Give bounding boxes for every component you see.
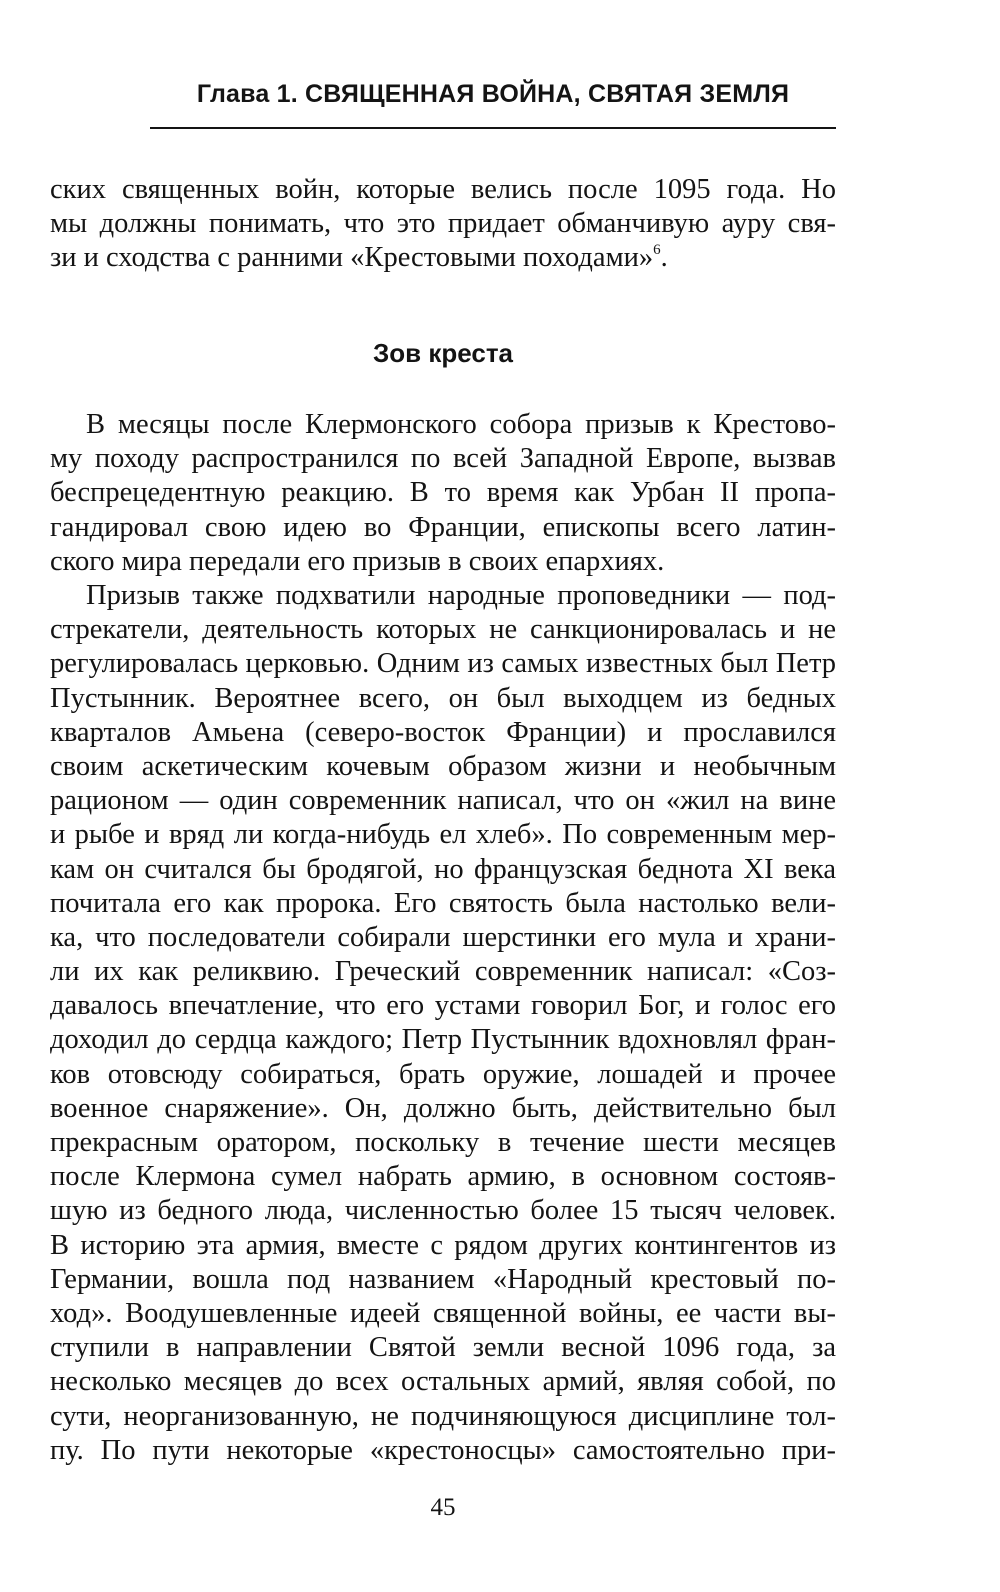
text-line: сути, неорганизованную, не подчиняющуюся дисциплине тол- bbox=[50, 1400, 836, 1432]
text-line: ступили в направлении Святой земли весной 1096 года, за bbox=[50, 1332, 836, 1364]
text-line-end: . bbox=[660, 242, 668, 274]
text-line: мы должны понимать, что это придает обманчивую ауру свя- bbox=[50, 208, 836, 240]
text-line: ка, что последователи собирали шерстинки его мула и храни- bbox=[50, 921, 836, 953]
section-heading: Зов креста bbox=[372, 338, 514, 368]
text-line: гандировал свою идею во Франции, епископы всего латин- bbox=[50, 511, 836, 543]
text-line: кварталов Амьена (северо-восток Франции) и прославился bbox=[50, 716, 836, 748]
running-head-title: Глава 1. СВЯЩЕННАЯ ВОЙНА, СВЯТАЯ ЗЕМЛЯ bbox=[196, 80, 790, 108]
text-line: несколько месяцев до всех остальных армий, являя собой, по bbox=[50, 1366, 836, 1398]
text-line: Пустынник. Вероятнее всего, он был выходцем из бедных bbox=[50, 682, 836, 714]
text-line: ли их как реликвию. Греческий современник написал: «Соз- bbox=[50, 956, 836, 988]
text-line: своим аскетическим кочевым образом жизни и необычным bbox=[50, 750, 836, 782]
text-line-content: зи и сходства с ранними «Крестовыми походами» bbox=[50, 242, 654, 274]
text-line: В месяцы после Клермонского собора призыв к Крестово- bbox=[86, 409, 836, 440]
text-line: доходил до сердца каждого; Петр Пустынник вдохновлял фран- bbox=[50, 1024, 836, 1056]
paragraph-2 bbox=[50, 579, 836, 1468]
text-line: регулировалась церковью. Одним из самых известных был Петр bbox=[50, 648, 836, 680]
paragraph-1 bbox=[50, 408, 836, 579]
text-line: му походу распространился по всей Западной Европе, вызвав bbox=[50, 443, 836, 475]
text-line: Призыв также подхватили народные проповедники — под- bbox=[86, 580, 836, 611]
text-line: военное снаряжение». Он, должно быть, действительно был bbox=[50, 1092, 836, 1124]
text-line: стрекатели, деятельность которых не санкционировалась и не bbox=[50, 614, 836, 646]
header-rule bbox=[150, 127, 836, 129]
text-line: шую из бедного люда, численностью более 15 тысяч человек. bbox=[50, 1195, 836, 1227]
page-number: 45 bbox=[430, 1494, 456, 1521]
text-line: прекрасным оратором, поскольку в течение шести месяцев bbox=[50, 1127, 836, 1158]
text-line: рационом — один современник написал, что он «жил на вине bbox=[50, 785, 836, 817]
text-line: пу. По пути некоторые «крестоносцы» самостоятельно при- bbox=[50, 1434, 836, 1466]
text-line: после Клермона сумел набрать армию, в основном состояв- bbox=[50, 1161, 836, 1193]
text-line: ков отовсюду собираться, брать оружие, лошадей и прочее bbox=[50, 1058, 836, 1090]
text-line bbox=[50, 241, 836, 275]
text-line: В историю эта армия, вместе с рядом других контингентов из bbox=[50, 1229, 836, 1261]
text-line: ход». Воодушевленные идеей священной войны, ее части вы- bbox=[50, 1297, 836, 1329]
text-line: Германии, вошла под названием «Народный крестовый по- bbox=[50, 1263, 836, 1295]
intro-paragraph bbox=[50, 173, 836, 276]
text-line: давалось впечатление, что его устами говорил Бог, и голос его bbox=[50, 990, 836, 1022]
text-line: ского мира передали его призыв в своих епархиях. bbox=[50, 545, 665, 577]
text-line: почитала его как пророка. Его святость была настолько вели- bbox=[50, 887, 836, 919]
footnote-ref: 6 bbox=[653, 242, 661, 259]
text-line: и рыбе и вряд ли когда-нибудь ел хлеб». По современным мер- bbox=[50, 819, 836, 851]
text-line: беспрецедентную реакцию. В то время как Урбан II пропа- bbox=[50, 477, 836, 509]
text-line: кам он считался бы бродягой, но французская беднота XI века bbox=[50, 853, 836, 885]
text-line: ских священных войн, которые велись после 1095 года. Но bbox=[50, 174, 836, 205]
